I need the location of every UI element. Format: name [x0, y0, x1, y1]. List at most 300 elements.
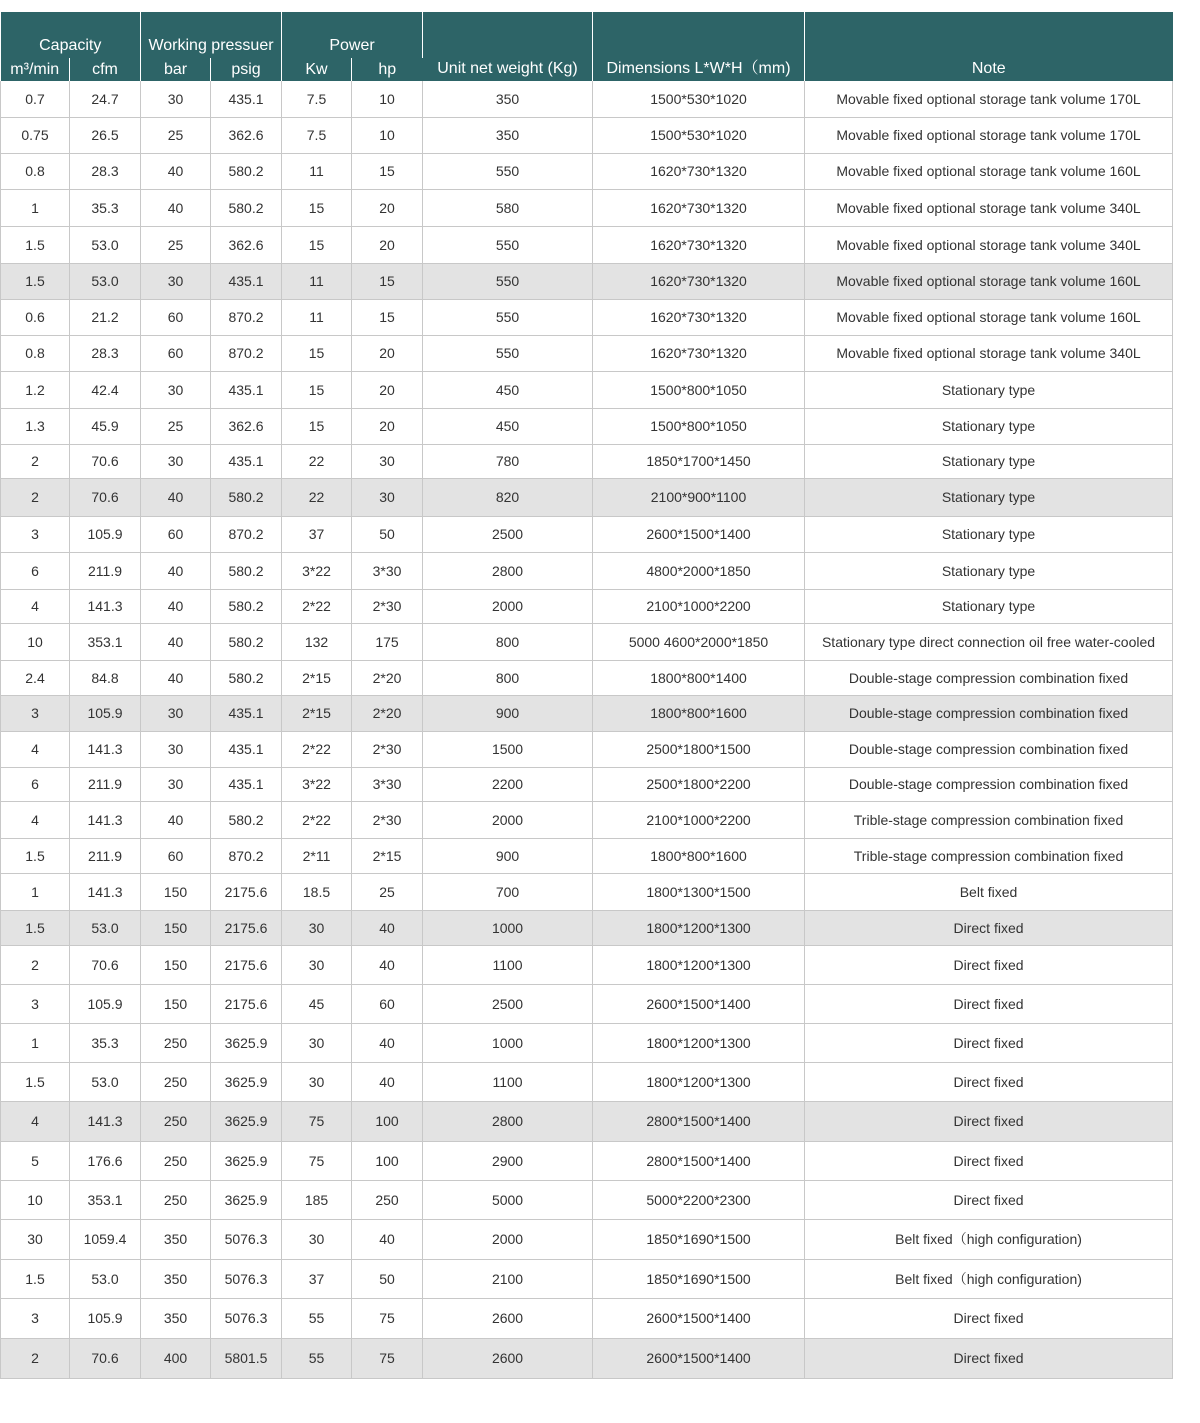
power-kw-cell: 22: [282, 478, 352, 516]
pressure-bar-cell: 250: [141, 1062, 211, 1101]
dimensions-cell: 1800*1200*1300: [593, 1023, 805, 1062]
table-row: [1, 767, 1173, 801]
pressure-bar-cell: 150: [141, 873, 211, 910]
note-cell: Movable fixed optional storage tank volume 170L: [805, 81, 1173, 117]
table-row: [1, 444, 1173, 478]
table-header: [1, 12, 1173, 81]
pressure-bar-cell: 40: [141, 478, 211, 516]
power-kw-cell: 2*11: [282, 838, 352, 873]
power-hp-cell: 40: [352, 945, 423, 984]
pressure-psig-cell: 580.2: [211, 153, 282, 189]
table-row: [1, 589, 1173, 623]
capacity-m3min-cell: 1: [1, 873, 70, 910]
pressure-psig-cell: 435.1: [211, 731, 282, 767]
capacity-m3min-cell: 2: [1, 444, 70, 478]
capacity-m3min-cell: 6: [1, 767, 70, 801]
pressure-bar-cell: 30: [141, 444, 211, 478]
spec-table: [0, 12, 1173, 1379]
note-cell: Direct fixed: [805, 1338, 1173, 1378]
pressure-bar-cell: 350: [141, 1298, 211, 1338]
unit-weight-cell: 1000: [423, 910, 593, 945]
table-row: [1, 335, 1173, 371]
power-kw-cell: 11: [282, 263, 352, 299]
note-cell: Direct fixed: [805, 1101, 1173, 1141]
table-row: [1, 263, 1173, 299]
dimensions-header: Dimensions L*W*H（mm): [593, 12, 805, 81]
capacity-cfm-cell: 70.6: [70, 1338, 141, 1378]
table-body: [1, 81, 1173, 1378]
table-row: [1, 984, 1173, 1023]
capacity-cfm-cell: 35.3: [70, 1023, 141, 1062]
capacity-cfm-cell: 21.2: [70, 299, 141, 335]
power-hp-cell: 50: [352, 516, 423, 552]
dimensions-cell: 2600*1500*1400: [593, 984, 805, 1023]
power-hp-cell: 75: [352, 1298, 423, 1338]
pressure-bar-cell: 400: [141, 1338, 211, 1378]
pressure-bar-cell: 40: [141, 153, 211, 189]
note-cell: Direct fixed: [805, 1023, 1173, 1062]
unit-weight-cell: 2800: [423, 552, 593, 589]
note-cell: Stationary type: [805, 371, 1173, 408]
dimensions-cell: 2800*1500*1400: [593, 1101, 805, 1141]
unit-weight-cell: 1100: [423, 1062, 593, 1101]
capacity-m3min-cell: 4: [1, 731, 70, 767]
unit-weight-cell: 820: [423, 478, 593, 516]
pressure-psig-cell: 3625.9: [211, 1023, 282, 1062]
power-hp-cell: 2*20: [352, 660, 423, 695]
capacity-m3min-cell: 2: [1, 1338, 70, 1378]
note-cell: Direct fixed: [805, 1062, 1173, 1101]
unit-weight-cell: 2000: [423, 589, 593, 623]
pressure-psig-cell: 580.2: [211, 623, 282, 660]
dimensions-cell: 1620*730*1320: [593, 299, 805, 335]
unit-weight-cell: 1100: [423, 945, 593, 984]
unit-weight-cell: 550: [423, 335, 593, 371]
power-kw-cell: 2*15: [282, 660, 352, 695]
capacity-m3min-cell: 1: [1, 1023, 70, 1062]
note-cell: Movable fixed optional storage tank volume 340L: [805, 335, 1173, 371]
power-hp-cell: 2*30: [352, 731, 423, 767]
power-kw-cell: 30: [282, 1023, 352, 1062]
power-kw-cell: 45: [282, 984, 352, 1023]
table-row: [1, 623, 1173, 660]
power-hp-cell: 15: [352, 299, 423, 335]
pressure-bar-cell: 350: [141, 1259, 211, 1298]
unit-weight-cell: 800: [423, 623, 593, 660]
pressure-psig-cell: 580.2: [211, 552, 282, 589]
pressure-bar-cell: 30: [141, 81, 211, 117]
capacity-m3min-cell: 0.75: [1, 117, 70, 153]
power-kw-cell: 3*22: [282, 552, 352, 589]
pressure-psig-cell: 3625.9: [211, 1141, 282, 1180]
capacity-cfm-cell: 53.0: [70, 1259, 141, 1298]
power-hp-cell: 2*30: [352, 801, 423, 838]
power-kw-cell: 2*22: [282, 801, 352, 838]
table-row: [1, 1219, 1173, 1259]
power-kw-cell: 2*15: [282, 695, 352, 731]
power-hp-cell: 20: [352, 335, 423, 371]
unit-weight-cell: 2000: [423, 801, 593, 838]
pressure-bar-cell: 60: [141, 335, 211, 371]
power-header: Power: [282, 12, 423, 58]
unit-weight-cell: 2500: [423, 516, 593, 552]
pressure-bar-cell: 30: [141, 731, 211, 767]
capacity-cfm-cell: 353.1: [70, 623, 141, 660]
pressure-bar-cell: 30: [141, 695, 211, 731]
power-hp-cell: 40: [352, 910, 423, 945]
note-cell: Direct fixed: [805, 1141, 1173, 1180]
pressure-bar-cell: 25: [141, 117, 211, 153]
power-kw-cell: 15: [282, 335, 352, 371]
capacity-cfm-cell: 353.1: [70, 1180, 141, 1219]
pressure-psig-cell: 3625.9: [211, 1101, 282, 1141]
pressure-psig-cell: 3625.9: [211, 1180, 282, 1219]
note-cell: Trible-stage compression combination fixed: [805, 801, 1173, 838]
kw-header: Kw: [282, 58, 352, 81]
power-kw-cell: 15: [282, 226, 352, 263]
dimensions-cell: 1500*800*1050: [593, 408, 805, 444]
capacity-m3min-cell: 1.2: [1, 371, 70, 408]
table-row: [1, 1023, 1173, 1062]
capacity-m3min-cell: 0.6: [1, 299, 70, 335]
unit-weight-cell: 450: [423, 371, 593, 408]
dimensions-cell: 1500*800*1050: [593, 371, 805, 408]
pressure-psig-cell: 5076.3: [211, 1259, 282, 1298]
table-row: [1, 552, 1173, 589]
power-hp-cell: 15: [352, 263, 423, 299]
note-cell: Direct fixed: [805, 945, 1173, 984]
power-hp-cell: 100: [352, 1101, 423, 1141]
note-cell: Direct fixed: [805, 1298, 1173, 1338]
capacity-m3min-cell: 1.5: [1, 1259, 70, 1298]
unit-weight-cell: 5000: [423, 1180, 593, 1219]
table-row: [1, 408, 1173, 444]
pressure-bar-cell: 40: [141, 801, 211, 838]
pressure-psig-cell: 870.2: [211, 838, 282, 873]
pressure-bar-cell: 30: [141, 371, 211, 408]
pressure-bar-cell: 150: [141, 945, 211, 984]
capacity-m3min-cell: 1.5: [1, 910, 70, 945]
capacity-m3min-cell: 3: [1, 695, 70, 731]
power-hp-cell: 40: [352, 1219, 423, 1259]
pressure-bar-cell: 250: [141, 1101, 211, 1141]
unit-weight-cell: 2900: [423, 1141, 593, 1180]
power-hp-cell: 15: [352, 153, 423, 189]
table-row: [1, 1101, 1173, 1141]
pressure-psig-cell: 435.1: [211, 263, 282, 299]
note-cell: Stationary type: [805, 408, 1173, 444]
pressure-psig-cell: 435.1: [211, 371, 282, 408]
power-hp-cell: 250: [352, 1180, 423, 1219]
table-row: [1, 478, 1173, 516]
dimensions-cell: 1800*1300*1500: [593, 873, 805, 910]
note-cell: Stationary type: [805, 552, 1173, 589]
pressure-bar-cell: 250: [141, 1141, 211, 1180]
capacity-cfm-cell: 42.4: [70, 371, 141, 408]
table-row: [1, 81, 1173, 117]
note-cell: Double-stage compression combination fixed: [805, 731, 1173, 767]
power-kw-cell: 2*22: [282, 731, 352, 767]
table-row: [1, 660, 1173, 695]
table-row: [1, 226, 1173, 263]
pressure-bar-cell: 25: [141, 408, 211, 444]
pressure-psig-cell: 2175.6: [211, 984, 282, 1023]
cfm-header: cfm: [70, 58, 141, 81]
capacity-cfm-cell: 26.5: [70, 117, 141, 153]
capacity-cfm-cell: 45.9: [70, 408, 141, 444]
dimensions-cell: 1500*530*1020: [593, 117, 805, 153]
capacity-cfm-cell: 105.9: [70, 984, 141, 1023]
power-kw-cell: 18.5: [282, 873, 352, 910]
pressure-bar-cell: 30: [141, 767, 211, 801]
unit-weight-cell: 780: [423, 444, 593, 478]
power-kw-cell: 185: [282, 1180, 352, 1219]
capacity-cfm-cell: 211.9: [70, 552, 141, 589]
pressure-bar-cell: 30: [141, 263, 211, 299]
capacity-m3min-cell: 5: [1, 1141, 70, 1180]
note-cell: Belt fixed（high configuration): [805, 1259, 1173, 1298]
note-cell: Movable fixed optional storage tank volume 160L: [805, 263, 1173, 299]
table-row: [1, 838, 1173, 873]
power-kw-cell: 75: [282, 1141, 352, 1180]
pressure-psig-cell: 362.6: [211, 117, 282, 153]
pressure-bar-cell: 40: [141, 660, 211, 695]
pressure-psig-cell: 435.1: [211, 767, 282, 801]
unit-weight-cell: 350: [423, 117, 593, 153]
capacity-m3min-cell: 1.5: [1, 263, 70, 299]
note-cell: Stationary type direct connection oil free water-cooled: [805, 623, 1173, 660]
power-kw-cell: 7.5: [282, 81, 352, 117]
capacity-m3min-cell: 1.5: [1, 226, 70, 263]
power-hp-cell: 40: [352, 1062, 423, 1101]
table-row: [1, 1180, 1173, 1219]
capacity-cfm-cell: 35.3: [70, 189, 141, 226]
power-kw-cell: 11: [282, 299, 352, 335]
power-hp-cell: 40: [352, 1023, 423, 1062]
power-hp-cell: 50: [352, 1259, 423, 1298]
table-row: [1, 801, 1173, 838]
table-row: [1, 371, 1173, 408]
dimensions-cell: 2100*900*1100: [593, 478, 805, 516]
pressure-bar-cell: 150: [141, 984, 211, 1023]
m3min-header: m³/min: [1, 58, 70, 81]
capacity-cfm-cell: 141.3: [70, 731, 141, 767]
power-kw-cell: 30: [282, 910, 352, 945]
unit-weight-cell: 2000: [423, 1219, 593, 1259]
power-kw-cell: 2*22: [282, 589, 352, 623]
note-cell: Movable fixed optional storage tank volume 160L: [805, 153, 1173, 189]
pressure-bar-cell: 60: [141, 516, 211, 552]
pressure-psig-cell: 435.1: [211, 695, 282, 731]
unit-weight-cell: 1000: [423, 1023, 593, 1062]
power-kw-cell: 11: [282, 153, 352, 189]
power-kw-cell: 7.5: [282, 117, 352, 153]
pressure-psig-cell: 580.2: [211, 589, 282, 623]
capacity-cfm-cell: 105.9: [70, 1298, 141, 1338]
capacity-cfm-cell: 70.6: [70, 945, 141, 984]
dimensions-cell: 1800*1200*1300: [593, 945, 805, 984]
capacity-cfm-cell: 176.6: [70, 1141, 141, 1180]
capacity-cfm-cell: 53.0: [70, 910, 141, 945]
pressure-psig-cell: 870.2: [211, 299, 282, 335]
capacity-m3min-cell: 2.4: [1, 660, 70, 695]
dimensions-cell: 1620*730*1320: [593, 189, 805, 226]
capacity-cfm-cell: 211.9: [70, 767, 141, 801]
note-cell: Double-stage compression combination fixed: [805, 767, 1173, 801]
power-hp-cell: 20: [352, 371, 423, 408]
pressure-psig-cell: 580.2: [211, 801, 282, 838]
dimensions-cell: 2500*1800*2200: [593, 767, 805, 801]
dimensions-cell: 1850*1690*1500: [593, 1219, 805, 1259]
pressure-bar-cell: 350: [141, 1219, 211, 1259]
capacity-m3min-cell: 4: [1, 801, 70, 838]
table-row: [1, 695, 1173, 731]
unit-weight-cell: 550: [423, 153, 593, 189]
dimensions-cell: 1620*730*1320: [593, 226, 805, 263]
dimensions-cell: 2600*1500*1400: [593, 1298, 805, 1338]
dimensions-cell: 1620*730*1320: [593, 263, 805, 299]
pressure-psig-cell: 435.1: [211, 81, 282, 117]
pressure-psig-cell: 362.6: [211, 226, 282, 263]
power-kw-cell: 15: [282, 189, 352, 226]
power-kw-cell: 30: [282, 945, 352, 984]
table-row: [1, 731, 1173, 767]
unit-weight-cell: 2100: [423, 1259, 593, 1298]
note-cell: Movable fixed optional storage tank volume 340L: [805, 226, 1173, 263]
power-kw-cell: 15: [282, 408, 352, 444]
unit-weight-cell: 900: [423, 838, 593, 873]
pressure-bar-cell: 250: [141, 1023, 211, 1062]
capacity-cfm-cell: 24.7: [70, 81, 141, 117]
unit-weight-cell: 1500: [423, 731, 593, 767]
table-row: [1, 1141, 1173, 1180]
power-kw-cell: 37: [282, 1259, 352, 1298]
power-hp-cell: 20: [352, 189, 423, 226]
note-cell: Movable fixed optional storage tank volume 160L: [805, 299, 1173, 335]
table-row: [1, 945, 1173, 984]
capacity-cfm-cell: 1059.4: [70, 1219, 141, 1259]
unit-weight-cell: 580: [423, 189, 593, 226]
power-hp-cell: 2*15: [352, 838, 423, 873]
dimensions-cell: 2600*1500*1400: [593, 1338, 805, 1378]
dimensions-cell: 4800*2000*1850: [593, 552, 805, 589]
capacity-cfm-cell: 105.9: [70, 695, 141, 731]
pressure-psig-cell: 362.6: [211, 408, 282, 444]
power-hp-cell: 3*30: [352, 552, 423, 589]
note-cell: Movable fixed optional storage tank volume 340L: [805, 189, 1173, 226]
note-cell: Double-stage compression combination fixed: [805, 660, 1173, 695]
note-cell: Belt fixed: [805, 873, 1173, 910]
power-kw-cell: 55: [282, 1338, 352, 1378]
power-hp-cell: 75: [352, 1338, 423, 1378]
bar-header: bar: [141, 58, 211, 81]
table-row: [1, 153, 1173, 189]
pressure-bar-cell: 40: [141, 552, 211, 589]
power-kw-cell: 22: [282, 444, 352, 478]
pressure-bar-cell: 150: [141, 910, 211, 945]
power-hp-cell: 30: [352, 478, 423, 516]
unit-weight-cell: 800: [423, 660, 593, 695]
capacity-m3min-cell: 6: [1, 552, 70, 589]
capacity-cfm-cell: 105.9: [70, 516, 141, 552]
note-cell: Double-stage compression combination fixed: [805, 695, 1173, 731]
note-cell: Direct fixed: [805, 910, 1173, 945]
unit-weight-cell: 2600: [423, 1338, 593, 1378]
dimensions-cell: 2500*1800*1500: [593, 731, 805, 767]
power-hp-cell: 30: [352, 444, 423, 478]
dimensions-cell: 2600*1500*1400: [593, 516, 805, 552]
pressure-psig-cell: 5076.3: [211, 1219, 282, 1259]
capacity-cfm-cell: 70.6: [70, 478, 141, 516]
power-kw-cell: 3*22: [282, 767, 352, 801]
capacity-cfm-cell: 141.3: [70, 589, 141, 623]
dimensions-cell: 2100*1000*2200: [593, 589, 805, 623]
capacity-m3min-cell: 0.8: [1, 153, 70, 189]
note-header: Note: [805, 12, 1173, 81]
capacity-m3min-cell: 1.5: [1, 838, 70, 873]
capacity-cfm-cell: 28.3: [70, 335, 141, 371]
table-row: [1, 1062, 1173, 1101]
note-cell: Stationary type: [805, 516, 1173, 552]
psig-header: psig: [211, 58, 282, 81]
capacity-cfm-cell: 141.3: [70, 873, 141, 910]
capacity-m3min-cell: 3: [1, 516, 70, 552]
dimensions-cell: 1800*800*1600: [593, 838, 805, 873]
hp-header: hp: [352, 58, 423, 81]
note-cell: Belt fixed（high configuration): [805, 1219, 1173, 1259]
pressure-bar-cell: 60: [141, 299, 211, 335]
unit-weight-cell: 2800: [423, 1101, 593, 1141]
unit-weight-cell: 2200: [423, 767, 593, 801]
power-kw-cell: 30: [282, 1219, 352, 1259]
pressure-psig-cell: 580.2: [211, 660, 282, 695]
dimensions-cell: 1850*1700*1450: [593, 444, 805, 478]
pressure-bar-cell: 40: [141, 623, 211, 660]
capacity-cfm-cell: 70.6: [70, 444, 141, 478]
note-cell: Stationary type: [805, 589, 1173, 623]
capacity-cfm-cell: 141.3: [70, 1101, 141, 1141]
note-cell: Stationary type: [805, 444, 1173, 478]
capacity-cfm-cell: 141.3: [70, 801, 141, 838]
power-kw-cell: 30: [282, 1062, 352, 1101]
capacity-m3min-cell: 2: [1, 945, 70, 984]
capacity-m3min-cell: 0.7: [1, 81, 70, 117]
capacity-m3min-cell: 10: [1, 1180, 70, 1219]
note-cell: Direct fixed: [805, 984, 1173, 1023]
capacity-header: Capacity: [1, 12, 141, 58]
capacity-m3min-cell: 10: [1, 623, 70, 660]
power-hp-cell: 25: [352, 873, 423, 910]
table-row: [1, 873, 1173, 910]
pressure-psig-cell: 870.2: [211, 516, 282, 552]
power-hp-cell: 20: [352, 226, 423, 263]
capacity-m3min-cell: 4: [1, 589, 70, 623]
unit-weight-cell: 450: [423, 408, 593, 444]
power-kw-cell: 132: [282, 623, 352, 660]
table-row: [1, 1298, 1173, 1338]
dimensions-cell: 1800*1200*1300: [593, 910, 805, 945]
unit-weight-cell: 550: [423, 226, 593, 263]
pressure-bar-cell: 25: [141, 226, 211, 263]
unit-weight-cell: 700: [423, 873, 593, 910]
pressure-bar-cell: 40: [141, 589, 211, 623]
capacity-m3min-cell: 1: [1, 189, 70, 226]
dimensions-cell: 1800*1200*1300: [593, 1062, 805, 1101]
note-cell: Stationary type: [805, 478, 1173, 516]
dimensions-cell: 1620*730*1320: [593, 153, 805, 189]
unit-weight-cell: 550: [423, 263, 593, 299]
power-hp-cell: 3*30: [352, 767, 423, 801]
